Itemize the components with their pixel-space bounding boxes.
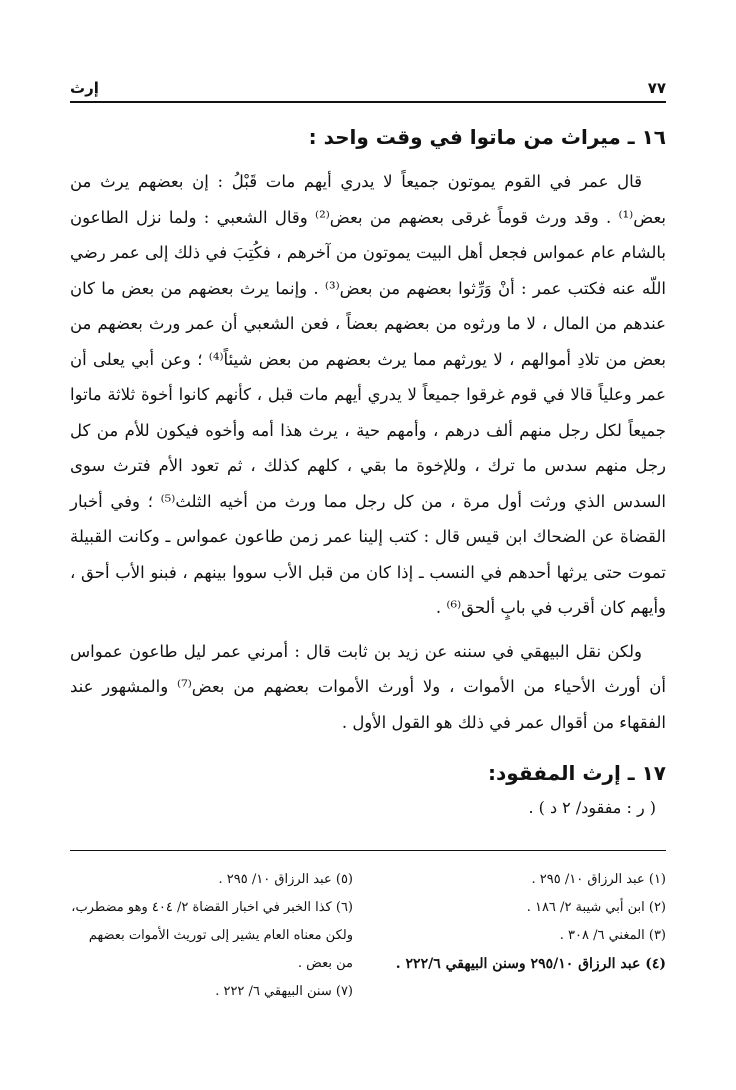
footnote-1: (١) عبد الرزاق ١٠/ ٢٩٥ . bbox=[531, 872, 666, 887]
header-rule bbox=[70, 101, 666, 103]
running-head bbox=[70, 76, 666, 100]
footnote-7: (٧) سنن البيهقي ٦/ ٢٢٢ . bbox=[215, 984, 353, 999]
main-text bbox=[70, 118, 666, 824]
footnote-6: (٦) كذا الخبر في اخبار القضاة ٢/ ٤٠٤ وهو مضطرب، ولكن معناه العام يشير إلى توريث الأموات بعضهم من بعض . bbox=[71, 900, 353, 971]
running-title: إرث bbox=[70, 79, 99, 97]
section-17-cross-reference: ( ر : مفقود/ ٢ د ) . bbox=[528, 798, 656, 817]
footnotes-right-column bbox=[383, 866, 666, 1006]
section-16-paragraph-1: قال عمر في القوم يموتون جميعاً لا يدري أيهم مات قَبْلُ : إن بعضهم يرث من بعض⁽¹⁾ . وقد ورث قوماً غرقى بعضهم من بعض⁽²⁾ وقال الشعبي : ولما نزل الطاعون بالشام عام عمواس فجعل أهل البيت يموتون من آخرهم ، فكُتِبَ في ذلك إلى عمر رضي اللّه عنه فكتب عمر : أنْ وَرِّثوا بعضهم من بعض⁽³⁾ . وإنما يرث بعضهم من بعض ما كان عندهم من المال ، لا ما ورثوه من بعضهم بعضاً ، فعن الشعبي أن عمر ورث بعضهم من بعض من تلادِ أموالهم ، لا يورثهم مما يرث بعضهم من بعض شيئاً⁽⁴⁾ ؛ وعن أبي يعلى أن عمر وعلياً قالا في قوم غرقوا جميعاً لا يدري أيهم مات قبل ، كأنهم كانوا أخوة ثلاثة ماتوا جميعاً لكل رجل منهم ألف درهم ، وأمهم حية ، يرث هذا أمه وأخوه فيكون للأم من كل رجل منهم سدس ما ترك ، وللإخوة ما بقي ، كلهم كذلك ، ثم تعود الأم فترث سوى السدس الذي ورثت أول مرة ، من كل رجل مما ورث من أخيه الثلث⁽⁵⁾ ؛ وفي أخبار القضاة عن الضحاك ابن قيس قال : كتب إلينا عمر زمن طاعون عمواس ـ وكانت القبيلة تموت حتى يرثها أحدهم في النسب ـ إذا كان من قبل الأب سووا بينهم ، فبنو الأب أحق ، وأيهم كان أقرب في بابٍ ألحق⁽⁶⁾ . bbox=[70, 172, 666, 617]
section-16-paragraph-2: ولكن نقل البيهقي في سننه عن زيد بن ثابت قال : أمرني عمر ليل طاعون عمواس أن أورث الأحياء من الأموات ، ولا أورث الأموات بعضهم من بعض⁽⁷⁾ والمشهور عند الفقهاء من أقوال عمر في ذلك هو القول الأول . bbox=[70, 641, 666, 732]
section-17-heading: ١٧ ـ إرث المفقود: bbox=[488, 761, 666, 785]
footnote-rule bbox=[70, 850, 666, 851]
page-number: ٧٧ bbox=[647, 79, 666, 97]
footnote-2: (٢) ابن أبي شيبة ٢/ ١٨٦ . bbox=[526, 900, 666, 915]
section-16-heading: ١٦ ـ ميراث من ماتوا في وقت واحد : bbox=[308, 125, 666, 149]
footnote-5: (٥) عبد الرزاق ١٠/ ٢٩٥ . bbox=[218, 872, 353, 887]
footnote-3: (٣) المغني ٦/ ٣٠٨ . bbox=[559, 928, 666, 943]
footnotes bbox=[70, 866, 666, 1006]
footnote-4: (٤) عبد الرزاق ٢٩٥/١٠ وسنن البيهقي ٢٢٢/٦ . bbox=[395, 956, 666, 972]
footnotes-left-column bbox=[70, 866, 353, 1006]
